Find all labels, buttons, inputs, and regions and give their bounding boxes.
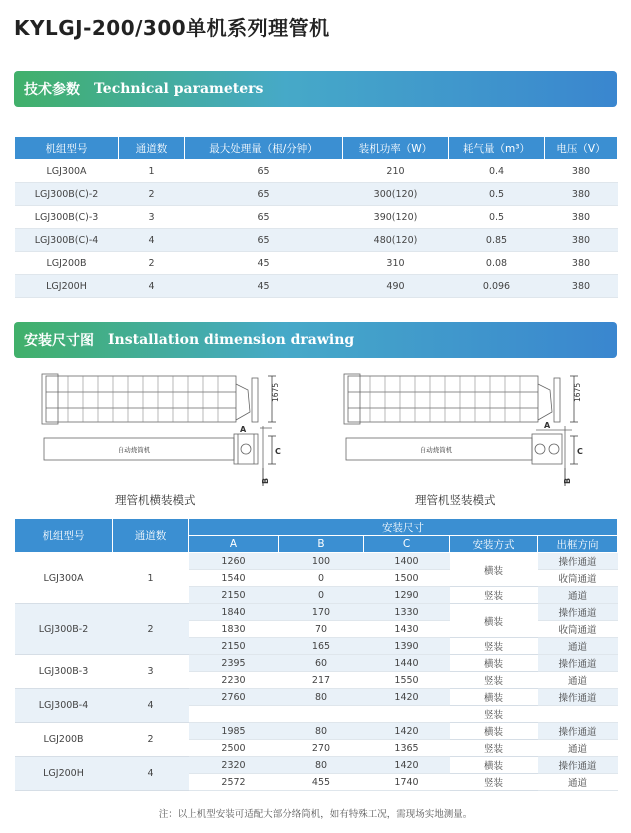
dim-direction-cell: 通道 bbox=[538, 638, 618, 655]
dim-value-a: 2572 bbox=[189, 774, 279, 791]
right-dim-b-label: B bbox=[563, 477, 572, 484]
params-cell: 0.4 bbox=[449, 160, 545, 183]
dim-mode-cell: 竖装 bbox=[450, 774, 538, 791]
dim-model-cell: LGJ200H bbox=[15, 757, 113, 791]
dim-mode-cell: 竖装 bbox=[450, 672, 538, 689]
dim-direction-cell: 操作通道 bbox=[538, 757, 618, 774]
params-cell: LGJ300B(C)-3 bbox=[15, 206, 119, 229]
params-cell: 0.096 bbox=[449, 275, 545, 298]
dim-value-a: 2760 bbox=[189, 689, 279, 706]
left-dim-height-label: 1675 bbox=[271, 382, 280, 402]
params-cell: 0.08 bbox=[449, 252, 545, 275]
dim-value-a bbox=[189, 706, 279, 723]
dim-row bbox=[15, 604, 618, 621]
dim-value-a: 2320 bbox=[189, 757, 279, 774]
params-cell: LGJ300B(C)-2 bbox=[15, 183, 119, 206]
dim-mode-cell: 竖装 bbox=[450, 740, 538, 757]
params-row bbox=[15, 252, 618, 275]
dim-value-b: 165 bbox=[279, 638, 364, 655]
dim-row bbox=[15, 757, 618, 774]
dim-value-b: 455 bbox=[279, 774, 364, 791]
params-cell: 380 bbox=[545, 160, 618, 183]
params-header-cell: 通道数 bbox=[119, 137, 185, 160]
dim-model-cell: LGJ300B-2 bbox=[15, 604, 113, 655]
dim-channels-cell: 2 bbox=[113, 723, 189, 757]
dim-subheader-cell: 出框方向 bbox=[538, 536, 618, 553]
params-header-cell: 电压（V） bbox=[545, 137, 618, 160]
dim-value-c: 1430 bbox=[364, 621, 450, 638]
params-cell: 480(120) bbox=[343, 229, 449, 252]
page-title: KYLGJ-200/300单机系列理管机 bbox=[14, 16, 330, 40]
vertical-install-caption: 理管机竖装模式 bbox=[415, 493, 496, 507]
dim-direction-cell: 操作通道 bbox=[538, 604, 618, 621]
dim-value-a: 2395 bbox=[189, 655, 279, 672]
params-cell: 0.5 bbox=[449, 206, 545, 229]
horizontal-install-drawing bbox=[38, 364, 283, 489]
params-cell: LGJ300B(C)-4 bbox=[15, 229, 119, 252]
dim-direction-cell: 通道 bbox=[538, 672, 618, 689]
dim-value-a: 1830 bbox=[189, 621, 279, 638]
dim-value-a: 2150 bbox=[189, 638, 279, 655]
dim-header-model: 机组型号 bbox=[15, 519, 113, 553]
dim-value-b: 70 bbox=[279, 621, 364, 638]
dim-value-c: 1420 bbox=[364, 689, 450, 706]
dim-value-b: 217 bbox=[279, 672, 364, 689]
dim-row bbox=[15, 689, 618, 706]
dim-channels-cell: 2 bbox=[113, 604, 189, 655]
params-cell: 0.85 bbox=[449, 229, 545, 252]
params-row bbox=[15, 160, 618, 183]
dim-value-c: 1440 bbox=[364, 655, 450, 672]
dim-value-b: 170 bbox=[279, 604, 364, 621]
dim-row bbox=[15, 655, 618, 672]
dim-mode-cell: 横装 bbox=[450, 757, 538, 774]
dim-value-c: 1550 bbox=[364, 672, 450, 689]
dim-direction-cell: 操作通道 bbox=[538, 723, 618, 740]
dim-value-b: 60 bbox=[279, 655, 364, 672]
dim-value-b: 270 bbox=[279, 740, 364, 757]
right-dim-a-label: A bbox=[544, 421, 551, 430]
dim-mode-cell: 竖装 bbox=[450, 587, 538, 604]
dim-model-cell: LGJ300A bbox=[15, 553, 113, 604]
dim-value-c: 1330 bbox=[364, 604, 450, 621]
params-cell: 380 bbox=[545, 252, 618, 275]
params-cell: 300(120) bbox=[343, 183, 449, 206]
tech-params-title-cn: 技术参数 bbox=[24, 82, 80, 98]
dim-mode-cell: 竖装 bbox=[450, 638, 538, 655]
params-cell: 210 bbox=[343, 160, 449, 183]
dim-mode-cell: 竖装 bbox=[450, 706, 538, 723]
params-cell: 65 bbox=[185, 229, 343, 252]
install-dim-title-en: Installation dimension drawing bbox=[108, 332, 355, 348]
dim-model-cell: LGJ300B-4 bbox=[15, 689, 113, 723]
dim-value-a: 1260 bbox=[189, 553, 279, 570]
params-row bbox=[15, 206, 618, 229]
dim-channels-cell: 4 bbox=[113, 757, 189, 791]
dim-header-row-1 bbox=[15, 519, 618, 536]
dim-channels-cell: 1 bbox=[113, 553, 189, 604]
left-dim-c-label: C bbox=[275, 447, 281, 456]
dim-mode-cell: 横装 bbox=[450, 655, 538, 672]
dim-row bbox=[15, 723, 618, 740]
dim-value-c: 1500 bbox=[364, 570, 450, 587]
horizontal-install-caption: 理管机横装模式 bbox=[115, 493, 196, 507]
params-cell: 65 bbox=[185, 160, 343, 183]
dim-direction-cell: 通道 bbox=[538, 774, 618, 791]
params-cell: 2 bbox=[119, 252, 185, 275]
dim-value-c: 1390 bbox=[364, 638, 450, 655]
dim-value-b: 0 bbox=[279, 570, 364, 587]
dim-channels-cell: 4 bbox=[113, 689, 189, 723]
dim-subheader-cell: 安装方式 bbox=[450, 536, 538, 553]
dim-mode-cell: 横装 bbox=[450, 689, 538, 706]
params-cell: LGJ200H bbox=[15, 275, 119, 298]
right-box-label: 自动烧筒机 bbox=[419, 446, 453, 454]
dim-value-a: 2500 bbox=[189, 740, 279, 757]
install-dim-title-cn: 安装尺寸图 bbox=[24, 333, 94, 349]
dim-value-a: 1840 bbox=[189, 604, 279, 621]
params-table bbox=[14, 136, 618, 298]
dim-value-b: 80 bbox=[279, 689, 364, 706]
params-row bbox=[15, 229, 618, 252]
dim-value-c: 1740 bbox=[364, 774, 450, 791]
params-cell: 380 bbox=[545, 183, 618, 206]
dim-mode-cell: 横装 bbox=[450, 723, 538, 740]
dim-direction-cell: 通道 bbox=[538, 740, 618, 757]
dim-value-c: 1365 bbox=[364, 740, 450, 757]
params-header-cell: 机组型号 bbox=[15, 137, 119, 160]
dim-model-cell: LGJ200B bbox=[15, 723, 113, 757]
dim-table bbox=[14, 518, 618, 791]
dim-direction-cell: 收筒通道 bbox=[538, 621, 618, 638]
left-box-label: 自动烧筒机 bbox=[117, 446, 151, 454]
dim-value-a: 2150 bbox=[189, 587, 279, 604]
params-cell: LGJ300A bbox=[15, 160, 119, 183]
params-cell: 0.5 bbox=[449, 183, 545, 206]
dim-mode-cell: 横装 bbox=[450, 604, 538, 638]
left-dim-b-label: B bbox=[261, 477, 270, 484]
dim-direction-cell: 操作通道 bbox=[538, 553, 618, 570]
params-cell: 65 bbox=[185, 206, 343, 229]
dim-model-cell: LGJ300B-3 bbox=[15, 655, 113, 689]
params-row bbox=[15, 183, 618, 206]
dim-mode-cell: 横装 bbox=[450, 553, 538, 587]
left-dim-a-label: A bbox=[240, 425, 247, 434]
dim-value-b: 80 bbox=[279, 723, 364, 740]
params-cell: 390(120) bbox=[343, 206, 449, 229]
tech-params-title-en: Technical parameters bbox=[94, 81, 264, 97]
dim-value-a: 1540 bbox=[189, 570, 279, 587]
params-cell: 4 bbox=[119, 229, 185, 252]
params-cell: 380 bbox=[545, 206, 618, 229]
params-header-cell: 最大处理量（根/分钟） bbox=[185, 137, 343, 160]
dim-value-c: 1420 bbox=[364, 757, 450, 774]
install-dim-bar bbox=[14, 322, 617, 358]
dim-header-channels: 通道数 bbox=[113, 519, 189, 553]
dim-direction-cell: 通道 bbox=[538, 587, 618, 604]
dim-header-group: 安装尺寸 bbox=[189, 519, 618, 536]
params-header-row bbox=[15, 137, 618, 160]
dim-direction-cell: 操作通道 bbox=[538, 655, 618, 672]
dim-value-b: 100 bbox=[279, 553, 364, 570]
params-header-cell: 装机功率（W） bbox=[343, 137, 449, 160]
dim-value-c: 1400 bbox=[364, 553, 450, 570]
params-cell: 310 bbox=[343, 252, 449, 275]
dim-subheader-cell: A bbox=[189, 536, 279, 553]
params-row bbox=[15, 275, 618, 298]
dim-direction-cell bbox=[538, 706, 618, 723]
params-cell: 45 bbox=[185, 252, 343, 275]
vertical-install-drawing bbox=[340, 364, 585, 489]
dim-value-c bbox=[364, 706, 450, 723]
params-cell: 490 bbox=[343, 275, 449, 298]
dim-subheader-cell: B bbox=[279, 536, 364, 553]
dim-direction-cell: 操作通道 bbox=[538, 689, 618, 706]
dim-value-a: 2230 bbox=[189, 672, 279, 689]
dim-value-c: 1420 bbox=[364, 723, 450, 740]
dim-value-b: 80 bbox=[279, 757, 364, 774]
params-cell: 380 bbox=[545, 275, 618, 298]
dim-row bbox=[15, 553, 618, 570]
dim-subheader-cell: C bbox=[364, 536, 450, 553]
params-cell: 1 bbox=[119, 160, 185, 183]
params-cell: LGJ200B bbox=[15, 252, 119, 275]
dim-direction-cell: 收筒通道 bbox=[538, 570, 618, 587]
dim-value-c: 1290 bbox=[364, 587, 450, 604]
footnote: 注：以上机型安装可适配大部分络筒机，如有特殊工况，需现场实地测量。 bbox=[158, 809, 473, 820]
dim-value-b: 0 bbox=[279, 587, 364, 604]
right-dim-c-label: C bbox=[577, 447, 583, 456]
params-cell: 380 bbox=[545, 229, 618, 252]
params-cell: 65 bbox=[185, 183, 343, 206]
params-cell: 2 bbox=[119, 183, 185, 206]
params-cell: 45 bbox=[185, 275, 343, 298]
dim-channels-cell: 3 bbox=[113, 655, 189, 689]
right-dim-height-label: 1675 bbox=[573, 382, 582, 402]
params-cell: 4 bbox=[119, 275, 185, 298]
dim-value-a: 1985 bbox=[189, 723, 279, 740]
params-header-cell: 耗气量（m³） bbox=[449, 137, 545, 160]
params-cell: 3 bbox=[119, 206, 185, 229]
tech-params-bar bbox=[14, 71, 617, 107]
dim-value-b bbox=[279, 706, 364, 723]
